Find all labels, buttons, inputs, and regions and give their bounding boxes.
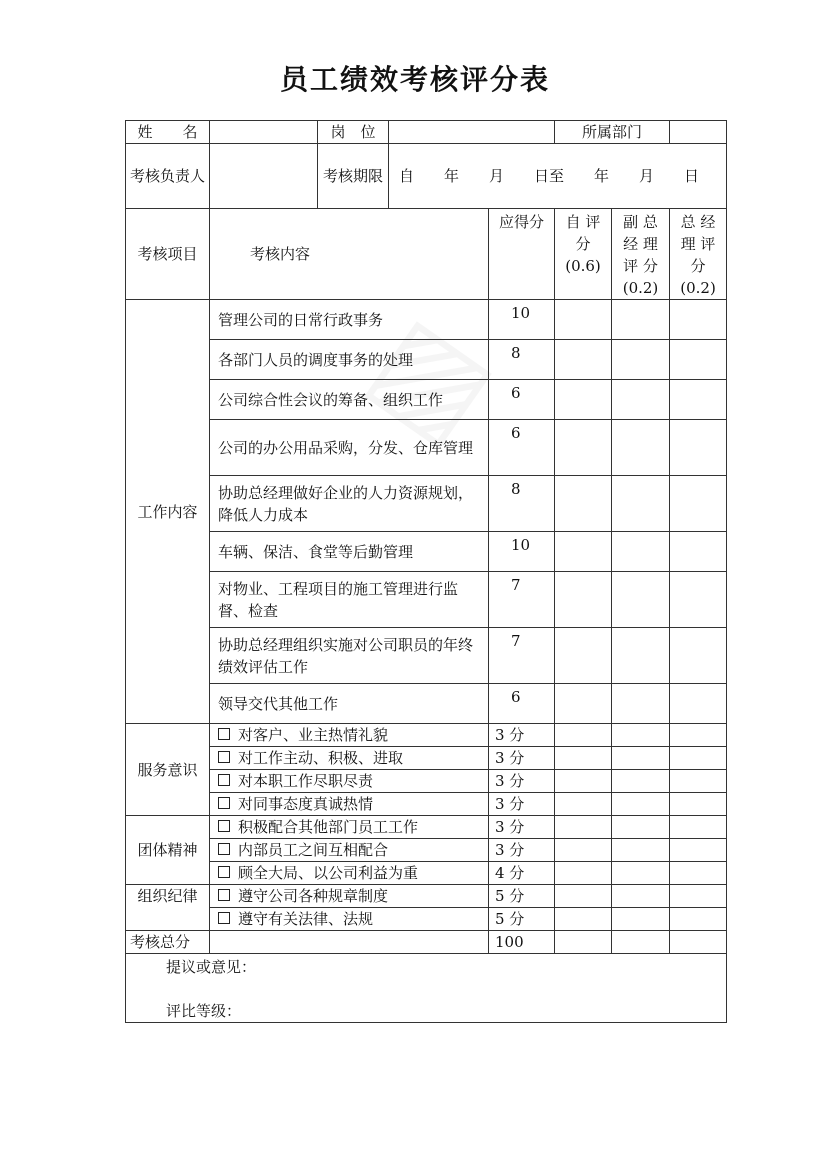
checkbox[interactable] (218, 912, 230, 924)
gm-score-cell[interactable] (670, 476, 727, 532)
checkbox[interactable] (218, 866, 230, 878)
comment-area[interactable] (126, 954, 727, 1023)
category-service: 服务意识 (126, 724, 210, 816)
gm-score-cell[interactable] (670, 908, 727, 931)
gm-score-cell[interactable] (670, 628, 727, 684)
points-cell: 3 分 (489, 839, 555, 862)
points-cell: 5 分 (489, 885, 555, 908)
vice-score-cell[interactable] (612, 885, 670, 908)
points-cell: 3 分 (489, 816, 555, 839)
list-item: 顾全大局、以公司利益为重 (238, 864, 419, 882)
checkbox[interactable] (218, 774, 230, 786)
points-cell: 6 (489, 684, 555, 724)
checkbox[interactable] (218, 797, 230, 809)
vice-score-cell[interactable] (612, 340, 670, 380)
vice-score-cell[interactable] (612, 816, 670, 839)
self-score-cell[interactable] (555, 816, 612, 839)
list-item: 对本职工作尽职尽责 (238, 772, 374, 790)
list-item: 遵守有关法律、法规 (238, 910, 374, 928)
appraisal-table (125, 120, 727, 1023)
name-field[interactable] (210, 121, 318, 144)
self-score-cell[interactable] (555, 793, 612, 816)
period-label: 考核期限 (318, 144, 389, 209)
header-vice: 副 总 经 理 评 分 (0.2) (612, 209, 670, 300)
vice-score-cell[interactable] (612, 862, 670, 885)
header-self: 自 评 分 (0.6) (555, 209, 612, 300)
points-cell: 4 分 (489, 862, 555, 885)
self-score-cell[interactable] (555, 747, 612, 770)
dept-field[interactable] (670, 121, 727, 144)
checkbox[interactable] (218, 728, 230, 740)
table-row: 公司综合性会议的筹备、组织工作 (210, 380, 489, 420)
list-item: 对同事态度真诚热情 (238, 795, 374, 813)
self-score-cell[interactable] (555, 770, 612, 793)
name-label: 姓 名 (126, 121, 210, 144)
self-score-cell[interactable] (555, 420, 612, 476)
table-row: 对物业、工程项目的施工管理进行监督、检查 (210, 572, 489, 628)
vice-score-cell[interactable] (612, 572, 670, 628)
page-title: 员工绩效考核评分表 (279, 63, 550, 96)
vice-total-cell[interactable] (612, 931, 670, 954)
vice-score-cell[interactable] (612, 476, 670, 532)
list-item: 对客户、业主热情礼貌 (238, 726, 389, 744)
grade-label: 评比等级： (166, 1002, 242, 1020)
header-points: 应得分 (489, 209, 555, 300)
self-score-cell[interactable] (555, 628, 612, 684)
self-score-cell[interactable] (555, 862, 612, 885)
position-field[interactable] (389, 121, 555, 144)
gm-score-cell[interactable] (670, 420, 727, 476)
self-score-cell[interactable] (555, 885, 612, 908)
self-score-cell[interactable] (555, 300, 612, 340)
points-cell: 7 (489, 628, 555, 684)
table-row: 协助总经理做好企业的人力资源规划，降低人力成本 (210, 476, 489, 532)
gm-score-cell[interactable] (670, 532, 727, 572)
points-cell: 8 (489, 340, 555, 380)
list-item: 对工作主动、积极、进取 (238, 749, 404, 767)
gm-score-cell[interactable] (670, 816, 727, 839)
vice-score-cell[interactable] (612, 747, 670, 770)
vice-score-cell[interactable] (612, 532, 670, 572)
vice-score-cell[interactable] (612, 793, 670, 816)
gm-score-cell[interactable] (670, 793, 727, 816)
checkbox[interactable] (218, 751, 230, 763)
self-score-cell[interactable] (555, 684, 612, 724)
self-score-cell[interactable] (555, 532, 612, 572)
list-item: 积极配合其他部门员工工作 (238, 818, 419, 836)
vice-score-cell[interactable] (612, 724, 670, 747)
gm-score-cell[interactable] (670, 839, 727, 862)
gm-score-cell[interactable] (670, 300, 727, 340)
points-cell: 6 (489, 420, 555, 476)
vice-score-cell[interactable] (612, 380, 670, 420)
gm-score-cell[interactable] (670, 862, 727, 885)
header-item: 考核项目 (126, 209, 210, 300)
reviewer-label: 考核负责人 (126, 144, 210, 209)
points-cell: 3 分 (489, 770, 555, 793)
table-row: 协助总经理组织实施对公司职员的年终绩效评估工作 (210, 628, 489, 684)
self-score-cell[interactable] (555, 724, 612, 747)
vice-score-cell[interactable] (612, 300, 670, 340)
table-row: 车辆、保洁、食堂等后勤管理 (210, 532, 489, 572)
suggestion-label: 提议或意见： (166, 958, 257, 976)
self-score-cell[interactable] (555, 572, 612, 628)
points-cell: 3 分 (489, 724, 555, 747)
vice-score-cell[interactable] (612, 770, 670, 793)
gm-total-cell[interactable] (670, 931, 727, 954)
dept-label: 所属部门 (555, 121, 670, 144)
gm-score-cell[interactable] (670, 684, 727, 724)
vice-score-cell[interactable] (612, 420, 670, 476)
gm-score-cell[interactable] (670, 724, 727, 747)
vice-score-cell[interactable] (612, 908, 670, 931)
points-cell: 10 (489, 300, 555, 340)
self-score-cell[interactable] (555, 340, 612, 380)
points-cell: 10 (489, 532, 555, 572)
total-points: 100 (489, 931, 555, 954)
gm-score-cell[interactable] (670, 340, 727, 380)
category-team: 团体精神 (126, 816, 210, 885)
gm-score-cell[interactable] (670, 380, 727, 420)
points-cell: 8 (489, 476, 555, 532)
points-cell: 3 分 (489, 793, 555, 816)
self-score-cell[interactable] (555, 476, 612, 532)
points-cell: 7 (489, 572, 555, 628)
table-row: 领导交代其他工作 (210, 684, 489, 724)
points-cell: 5 分 (489, 908, 555, 931)
table-row: 管理公司的日常行政事务 (210, 300, 489, 340)
reviewer-field[interactable] (210, 144, 318, 209)
list-item: 遵守公司各种规章制度 (238, 887, 389, 905)
vice-score-cell[interactable] (612, 628, 670, 684)
gm-score-cell[interactable] (670, 770, 727, 793)
checkbox[interactable] (218, 843, 230, 855)
vice-score-cell[interactable] (612, 684, 670, 724)
checkbox[interactable] (218, 820, 230, 832)
gm-score-cell[interactable] (670, 572, 727, 628)
position-label: 岗 位 (318, 121, 389, 144)
total-label: 考核总分 (126, 931, 210, 954)
self-score-cell[interactable] (555, 839, 612, 862)
self-score-cell[interactable] (555, 380, 612, 420)
category-work: 工作内容 (126, 300, 210, 724)
self-score-cell[interactable] (555, 908, 612, 931)
category-discipline: 组织纪律 (126, 885, 210, 931)
header-content: 考核内容 (210, 209, 489, 300)
list-item: 内部员工之间互相配合 (238, 841, 389, 859)
points-cell: 6 (489, 380, 555, 420)
checkbox[interactable] (218, 889, 230, 901)
self-total-cell[interactable] (555, 931, 612, 954)
points-cell: 3 分 (489, 747, 555, 770)
gm-score-cell[interactable] (670, 747, 727, 770)
table-row: 公司的办公用品采购，分发、仓库管理 (210, 420, 489, 476)
vice-score-cell[interactable] (612, 839, 670, 862)
header-gm: 总 经 理 评 分 (0.2) (670, 209, 727, 300)
table-row: 各部门人员的调度事务的处理 (210, 340, 489, 380)
period-field[interactable]: 自 年 月 日至 年 月 日 (389, 144, 727, 209)
gm-score-cell[interactable] (670, 885, 727, 908)
